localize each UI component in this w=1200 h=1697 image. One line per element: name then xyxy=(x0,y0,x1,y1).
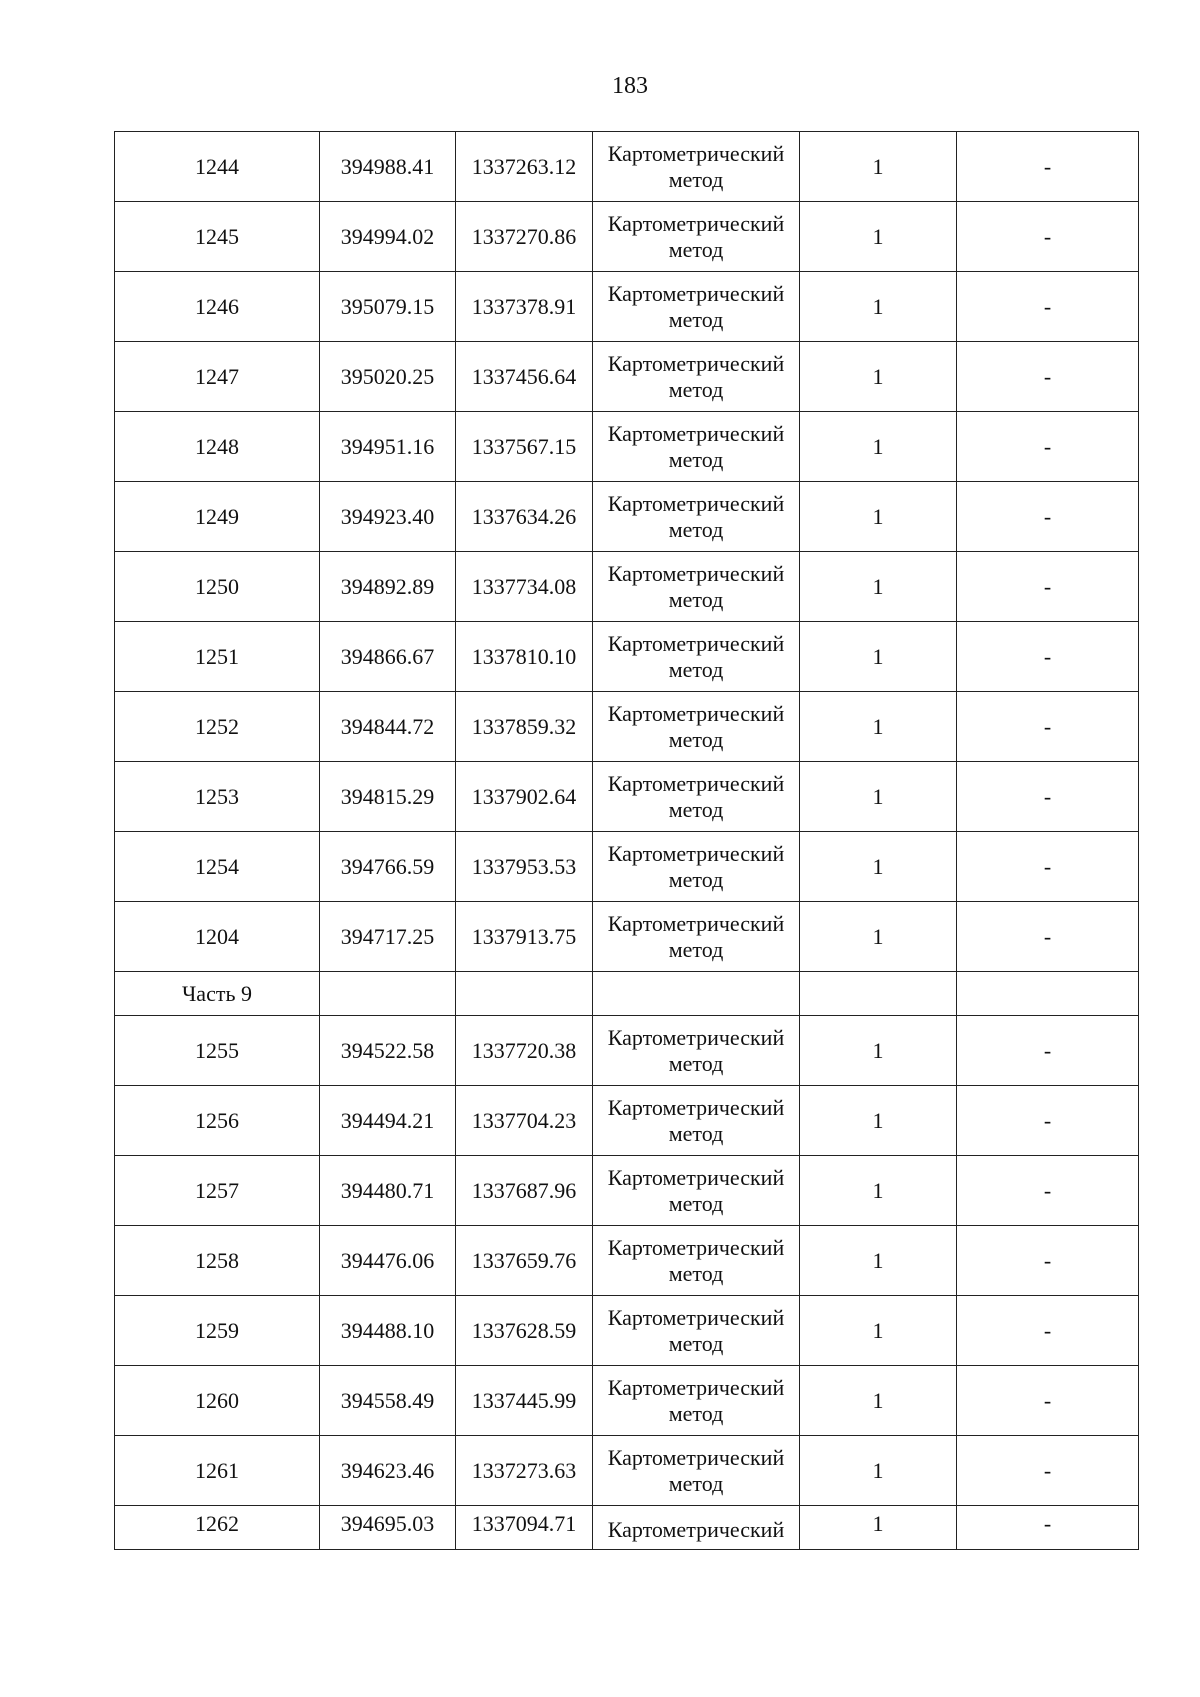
section-row xyxy=(115,972,1139,1016)
point-number-cell: 1251 xyxy=(115,622,320,692)
method-line-1: Картометрический xyxy=(607,1164,785,1190)
table-row xyxy=(115,552,1139,622)
y-coordinate-cell: 1337270.86 xyxy=(456,202,593,272)
precision-cell: 1 xyxy=(800,132,957,202)
table-row xyxy=(115,202,1139,272)
point-number-cell: 1253 xyxy=(115,762,320,832)
point-number-cell: 1245 xyxy=(115,202,320,272)
method-line-1: Картометрический xyxy=(607,770,785,796)
method-line-1: Картометрический xyxy=(607,420,785,446)
method-line-2: метод xyxy=(668,726,724,752)
method-cell xyxy=(593,132,800,202)
method-line-1: Картометрический xyxy=(607,140,785,166)
x-coordinate-cell: 395020.25 xyxy=(320,342,456,412)
precision-cell: 1 xyxy=(800,1366,957,1436)
y-coordinate-cell: 1337628.59 xyxy=(456,1296,593,1366)
method-line-2: метод xyxy=(668,376,724,402)
method-cell xyxy=(593,552,800,622)
table-row xyxy=(115,1366,1139,1436)
method-line-2: метод xyxy=(668,446,724,472)
note-cell: - xyxy=(957,1086,1139,1156)
method-line-2: метод xyxy=(668,866,724,892)
method-cell xyxy=(593,202,800,272)
precision-cell: 1 xyxy=(800,692,957,762)
table-row xyxy=(115,1016,1139,1086)
point-number-cell: 1244 xyxy=(115,132,320,202)
x-coordinate-cell: 394923.40 xyxy=(320,482,456,552)
table-row xyxy=(115,832,1139,902)
x-coordinate-cell: 394717.25 xyxy=(320,902,456,972)
method-line-1: Картометрический xyxy=(607,910,785,936)
precision-cell: 1 xyxy=(800,902,957,972)
method-cell xyxy=(593,692,800,762)
y-coordinate-cell: 1337456.64 xyxy=(456,342,593,412)
coordinates-table xyxy=(114,131,1139,1550)
method-line-1: Картометрический xyxy=(607,490,785,516)
point-number-cell: 1257 xyxy=(115,1156,320,1226)
empty-cell xyxy=(800,972,957,1016)
point-number-cell: 1255 xyxy=(115,1016,320,1086)
method-line-2: метод xyxy=(668,166,724,192)
method-cell xyxy=(593,1156,800,1226)
x-coordinate-cell: 394623.46 xyxy=(320,1436,456,1506)
note-cell: - xyxy=(957,622,1139,692)
y-coordinate-cell: 1337273.63 xyxy=(456,1436,593,1506)
point-number-cell: 1260 xyxy=(115,1366,320,1436)
method-line-2: метод xyxy=(668,1260,724,1286)
y-coordinate-cell: 1337913.75 xyxy=(456,902,593,972)
x-coordinate-cell: 394695.03 xyxy=(320,1506,456,1550)
x-coordinate-cell: 394994.02 xyxy=(320,202,456,272)
precision-cell: 1 xyxy=(800,342,957,412)
note-cell: - xyxy=(957,1226,1139,1296)
note-cell: - xyxy=(957,692,1139,762)
method-line-2: метод xyxy=(668,796,724,822)
point-number-cell: 1252 xyxy=(115,692,320,762)
method-line-1: Картометрический xyxy=(607,630,785,656)
table-row xyxy=(115,1156,1139,1226)
precision-cell: 1 xyxy=(800,482,957,552)
precision-cell: 1 xyxy=(800,1506,957,1550)
method-line-1: Картометрический xyxy=(607,840,785,866)
point-number-cell: 1261 xyxy=(115,1436,320,1506)
method-cell xyxy=(593,902,800,972)
note-cell: - xyxy=(957,342,1139,412)
point-number-cell: 1249 xyxy=(115,482,320,552)
method-line-1: Картометрический xyxy=(607,1024,785,1050)
y-coordinate-cell: 1337378.91 xyxy=(456,272,593,342)
method-line-1: Картометрический xyxy=(607,280,785,306)
precision-cell: 1 xyxy=(800,552,957,622)
precision-cell: 1 xyxy=(800,412,957,482)
y-coordinate-cell: 1337687.96 xyxy=(456,1156,593,1226)
method-cell xyxy=(593,482,800,552)
method-cell xyxy=(593,1226,800,1296)
method-line-1: Картометрический xyxy=(607,560,785,586)
note-cell: - xyxy=(957,552,1139,622)
x-coordinate-cell: 394844.72 xyxy=(320,692,456,762)
note-cell: - xyxy=(957,1016,1139,1086)
point-number-cell: 1247 xyxy=(115,342,320,412)
precision-cell: 1 xyxy=(800,1296,957,1366)
note-cell: - xyxy=(957,1506,1139,1550)
x-coordinate-cell: 394522.58 xyxy=(320,1016,456,1086)
table-row xyxy=(115,412,1139,482)
point-number-cell: 1254 xyxy=(115,832,320,902)
note-cell: - xyxy=(957,202,1139,272)
y-coordinate-cell: 1337734.08 xyxy=(456,552,593,622)
x-coordinate-cell: 394488.10 xyxy=(320,1296,456,1366)
method-line-2: метод xyxy=(668,236,724,262)
method-line-2: метод xyxy=(668,586,724,612)
method-line-1: Картометрический xyxy=(607,1444,785,1470)
note-cell: - xyxy=(957,832,1139,902)
method-cell xyxy=(593,832,800,902)
note-cell: - xyxy=(957,132,1139,202)
x-coordinate-cell: 394480.71 xyxy=(320,1156,456,1226)
table-row xyxy=(115,482,1139,552)
table-row xyxy=(115,902,1139,972)
table-row xyxy=(115,272,1139,342)
table-row xyxy=(115,692,1139,762)
method-cell xyxy=(593,1016,800,1086)
empty-cell xyxy=(320,972,456,1016)
table-row xyxy=(115,342,1139,412)
method-line-1: Картометрический xyxy=(607,700,785,726)
method-line-2: метод xyxy=(668,1400,724,1426)
point-number-cell: 1248 xyxy=(115,412,320,482)
precision-cell: 1 xyxy=(800,1436,957,1506)
method-line-2: метод xyxy=(668,1120,724,1146)
table-row xyxy=(115,132,1139,202)
x-coordinate-cell: 394766.59 xyxy=(320,832,456,902)
empty-cell xyxy=(456,972,593,1016)
method-cell xyxy=(593,1506,800,1550)
x-coordinate-cell: 394476.06 xyxy=(320,1226,456,1296)
method-line-1: Картометрический xyxy=(607,210,785,236)
method-line-2: метод xyxy=(668,306,724,332)
note-cell: - xyxy=(957,1156,1139,1226)
page-number: 183 xyxy=(612,73,648,99)
method-line-1: Картометрический xyxy=(607,350,785,376)
point-number-cell: 1259 xyxy=(115,1296,320,1366)
method-cell xyxy=(593,1366,800,1436)
point-number-cell: 1258 xyxy=(115,1226,320,1296)
method-line-1: Картометрический xyxy=(607,1094,785,1120)
note-cell: - xyxy=(957,1436,1139,1506)
point-number-cell: 1262 xyxy=(115,1506,320,1550)
x-coordinate-cell: 394951.16 xyxy=(320,412,456,482)
y-coordinate-cell: 1337704.23 xyxy=(456,1086,593,1156)
table-row xyxy=(115,762,1139,832)
method-line-1: Картометрический xyxy=(607,1374,785,1400)
precision-cell: 1 xyxy=(800,1226,957,1296)
note-cell: - xyxy=(957,762,1139,832)
method-line-2: метод xyxy=(668,656,724,682)
method-line-2: метод xyxy=(668,1190,724,1216)
y-coordinate-cell: 1337263.12 xyxy=(456,132,593,202)
table-row xyxy=(115,1506,1139,1550)
method-line-2: метод xyxy=(668,1470,724,1496)
y-coordinate-cell: 1337859.32 xyxy=(456,692,593,762)
y-coordinate-cell: 1337902.64 xyxy=(456,762,593,832)
precision-cell: 1 xyxy=(800,272,957,342)
point-number-cell: 1250 xyxy=(115,552,320,622)
y-coordinate-cell: 1337094.71 xyxy=(456,1506,593,1550)
y-coordinate-cell: 1337953.53 xyxy=(456,832,593,902)
method-line-1: Картометрический xyxy=(607,1234,785,1260)
table-row xyxy=(115,1436,1139,1506)
x-coordinate-cell: 394866.67 xyxy=(320,622,456,692)
precision-cell: 1 xyxy=(800,832,957,902)
method-cell xyxy=(593,1086,800,1156)
point-number-cell: 1204 xyxy=(115,902,320,972)
table-row xyxy=(115,1086,1139,1156)
method-cell xyxy=(593,622,800,692)
precision-cell: 1 xyxy=(800,202,957,272)
x-coordinate-cell: 394815.29 xyxy=(320,762,456,832)
method-line-1: Картометрический xyxy=(607,1517,785,1542)
note-cell: - xyxy=(957,412,1139,482)
precision-cell: 1 xyxy=(800,622,957,692)
method-line-2: метод xyxy=(668,1050,724,1076)
method-cell xyxy=(593,762,800,832)
y-coordinate-cell: 1337445.99 xyxy=(456,1366,593,1436)
precision-cell: 1 xyxy=(800,1016,957,1086)
method-line-2: метод xyxy=(668,1330,724,1356)
section-label: Часть 9 xyxy=(115,972,320,1016)
point-number-cell: 1246 xyxy=(115,272,320,342)
note-cell: - xyxy=(957,1366,1139,1436)
note-cell: - xyxy=(957,272,1139,342)
x-coordinate-cell: 395079.15 xyxy=(320,272,456,342)
y-coordinate-cell: 1337567.15 xyxy=(456,412,593,482)
method-line-1: Картометрический xyxy=(607,1304,785,1330)
note-cell: - xyxy=(957,902,1139,972)
note-cell: - xyxy=(957,1296,1139,1366)
method-cell xyxy=(593,412,800,482)
precision-cell: 1 xyxy=(800,1156,957,1226)
table-row xyxy=(115,622,1139,692)
table-row xyxy=(115,1296,1139,1366)
method-cell xyxy=(593,1436,800,1506)
method-line-2: метод xyxy=(668,516,724,542)
x-coordinate-cell: 394558.49 xyxy=(320,1366,456,1436)
x-coordinate-cell: 394892.89 xyxy=(320,552,456,622)
method-cell xyxy=(593,1296,800,1366)
x-coordinate-cell: 394988.41 xyxy=(320,132,456,202)
method-line-2: метод xyxy=(668,936,724,962)
precision-cell: 1 xyxy=(800,1086,957,1156)
y-coordinate-cell: 1337810.10 xyxy=(456,622,593,692)
y-coordinate-cell: 1337634.26 xyxy=(456,482,593,552)
empty-cell xyxy=(593,972,800,1016)
table-row xyxy=(115,1226,1139,1296)
point-number-cell: 1256 xyxy=(115,1086,320,1156)
method-cell xyxy=(593,342,800,412)
empty-cell xyxy=(957,972,1139,1016)
y-coordinate-cell: 1337659.76 xyxy=(456,1226,593,1296)
x-coordinate-cell: 394494.21 xyxy=(320,1086,456,1156)
y-coordinate-cell: 1337720.38 xyxy=(456,1016,593,1086)
note-cell: - xyxy=(957,482,1139,552)
precision-cell: 1 xyxy=(800,762,957,832)
method-cell xyxy=(593,272,800,342)
